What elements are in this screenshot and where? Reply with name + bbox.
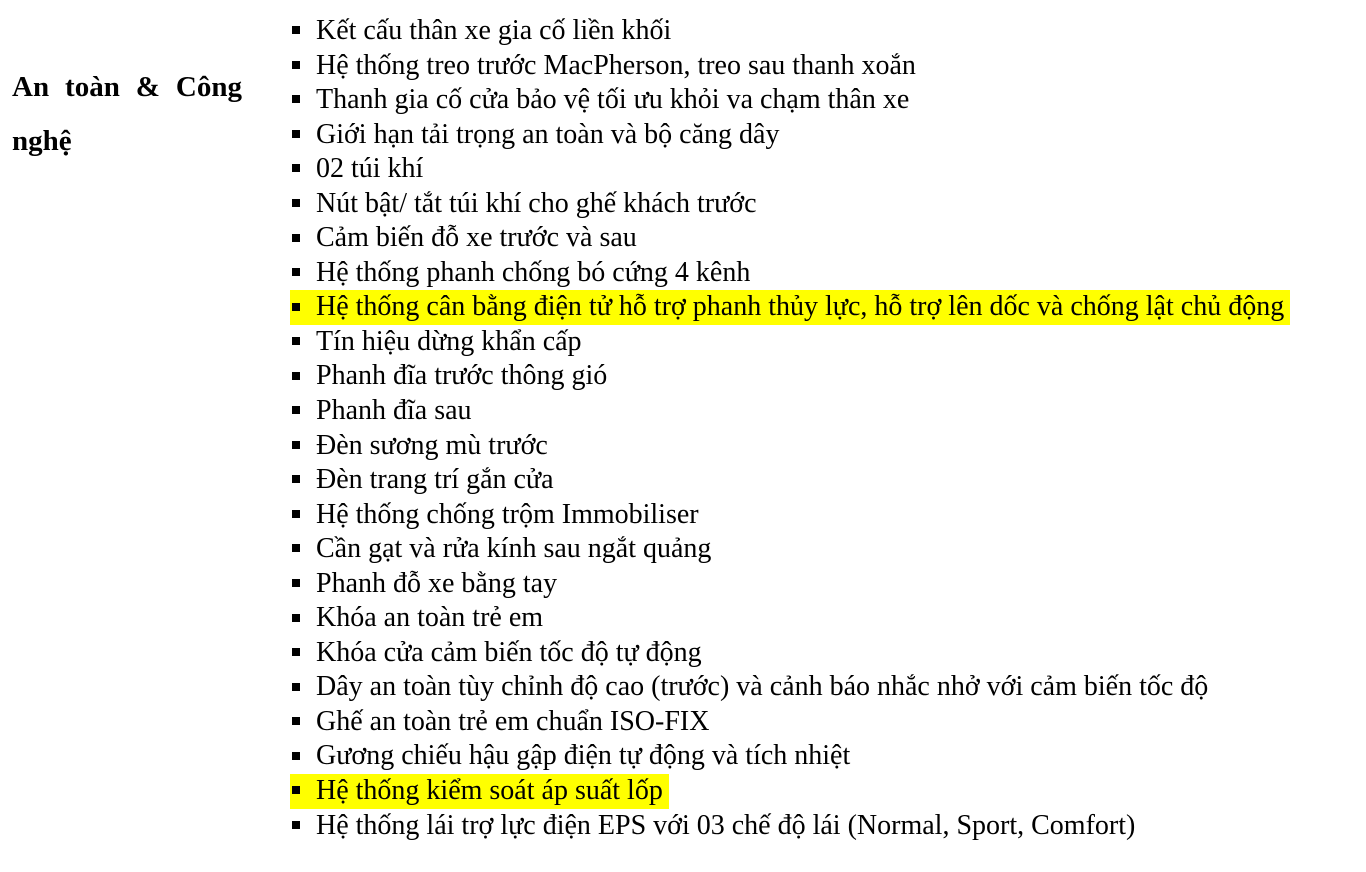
list-item (290, 636, 1290, 671)
square-bullet-icon (292, 95, 300, 103)
list-item (290, 463, 1290, 498)
list-item-text: Hệ thống treo trước MacPherson, treo sau thanh xoắn (316, 49, 916, 81)
list-item (290, 325, 1290, 360)
list-item-row (290, 532, 717, 567)
list-item-text: Thanh gia cố cửa bảo vệ tối ưu khỏi va chạm thân xe (316, 84, 910, 116)
list-item (290, 567, 1290, 602)
square-bullet-icon (292, 614, 300, 622)
square-bullet-icon (292, 786, 300, 794)
list-item-text: 02 túi khí (316, 153, 424, 185)
list-item-row (290, 809, 1141, 844)
list-item-row (290, 463, 560, 498)
list-item (290, 14, 1290, 49)
square-bullet-icon (292, 683, 300, 691)
square-bullet-icon (292, 752, 300, 760)
list-item-text: Phanh đĩa trước thông gió (316, 360, 608, 392)
square-bullet-icon (292, 579, 300, 587)
section-label (12, 60, 242, 168)
list-item-text: Dây an toàn tùy chỉnh độ cao (trước) và cảnh báo nhắc nhở với cảm biến tốc độ (316, 671, 1209, 703)
list-item-text: Khóa cửa cảm biến tốc độ tự động (316, 636, 702, 668)
list-item (290, 49, 1290, 84)
list-item-text: Đèn sương mù trước (316, 429, 548, 461)
highlighted-row (290, 290, 1290, 325)
list-item-text: Cần gạt và rửa kính sau ngắt quảng (316, 533, 712, 565)
list-item-text: Phanh đĩa sau (316, 395, 472, 427)
square-bullet-icon (292, 821, 300, 829)
list-item-text: Tín hiệu dừng khẩn cấp (316, 325, 582, 357)
list-item (290, 221, 1290, 256)
list-item-text: Ghế an toàn trẻ em chuẩn ISO-FIX (316, 705, 710, 737)
list-item-text: Khóa an toàn trẻ em (316, 602, 544, 634)
list-item-row (290, 118, 785, 153)
list-item-row (290, 187, 763, 222)
square-bullet-icon (292, 372, 300, 380)
square-bullet-icon (292, 199, 300, 207)
list-item (290, 809, 1290, 844)
square-bullet-icon (292, 544, 300, 552)
list-item (290, 670, 1290, 705)
list-item (290, 152, 1290, 187)
square-bullet-icon (292, 234, 300, 242)
list-item-row (290, 498, 705, 533)
list-item-row (290, 394, 478, 429)
square-bullet-icon (292, 717, 300, 725)
section-label-line-2: nghệ (12, 125, 72, 157)
square-bullet-icon (292, 164, 300, 172)
list-item-text: Cảm biến đỗ xe trước và sau (316, 222, 637, 254)
list-item-row (290, 636, 708, 671)
square-bullet-icon (292, 648, 300, 656)
list-item (290, 394, 1290, 429)
feature-list (290, 14, 1290, 843)
list-item (290, 532, 1290, 567)
list-item-text: Hệ thống chống trộm Immobiliser (316, 498, 699, 530)
square-bullet-icon (292, 303, 300, 311)
list-item-row (290, 429, 554, 464)
list-item-row (290, 739, 856, 774)
list-item-row (290, 567, 563, 602)
list-item-text: Nút bật/ tắt túi khí cho ghế khách trước (316, 187, 757, 219)
list-item (290, 83, 1290, 118)
list-item-row (290, 152, 429, 187)
section-label-line-1: An toàn & Công (12, 71, 242, 103)
list-item-text: Gương chiếu hậu gập điện tự động và tích nhiệt (316, 740, 851, 772)
square-bullet-icon (292, 441, 300, 449)
list-item (290, 498, 1290, 533)
list-item-row (290, 325, 588, 360)
square-bullet-icon (292, 61, 300, 69)
list-item-row (290, 14, 677, 49)
list-item-text: Hệ thống cân bằng điện tử hỗ trợ phanh thủy lực, hỗ trợ lên dốc và chống lật chủ động (316, 291, 1285, 323)
list-item (290, 359, 1290, 394)
list-item-row (290, 705, 715, 740)
list-item-text: Giới hạn tải trọng an toàn và bộ căng dây (316, 118, 780, 150)
list-item (290, 601, 1290, 636)
square-bullet-icon (292, 26, 300, 34)
highlighted-row (290, 774, 669, 809)
list-item-row (290, 359, 613, 394)
list-item (290, 256, 1290, 291)
list-item (290, 290, 1290, 325)
square-bullet-icon (292, 337, 300, 345)
list-item (290, 118, 1290, 153)
square-bullet-icon (292, 406, 300, 414)
list-item (290, 774, 1290, 809)
list-item-row (290, 601, 549, 636)
square-bullet-icon (292, 475, 300, 483)
list-item-text: Phanh đỗ xe bằng tay (316, 567, 558, 599)
square-bullet-icon (292, 268, 300, 276)
list-item-row (290, 221, 643, 256)
list-item-text: Hệ thống phanh chống bó cứng 4 kênh (316, 256, 751, 288)
list-item (290, 187, 1290, 222)
square-bullet-icon (292, 130, 300, 138)
list-item-row (290, 83, 915, 118)
list-item (290, 705, 1290, 740)
list-item-text: Đèn trang trí gắn cửa (316, 464, 554, 496)
list-item-row (290, 670, 1214, 705)
list-item-row (290, 256, 756, 291)
list-item-text: Hệ thống kiểm soát áp suất lốp (316, 775, 663, 807)
list-item-row (290, 49, 922, 84)
list-item-text: Kết cấu thân xe gia cố liền khối (316, 15, 672, 46)
list-item (290, 739, 1290, 774)
list-item (290, 429, 1290, 464)
square-bullet-icon (292, 510, 300, 518)
list-item-text: Hệ thống lái trợ lực điện EPS với 03 chế độ lái (Normal, Sport, Comfort) (316, 809, 1136, 841)
